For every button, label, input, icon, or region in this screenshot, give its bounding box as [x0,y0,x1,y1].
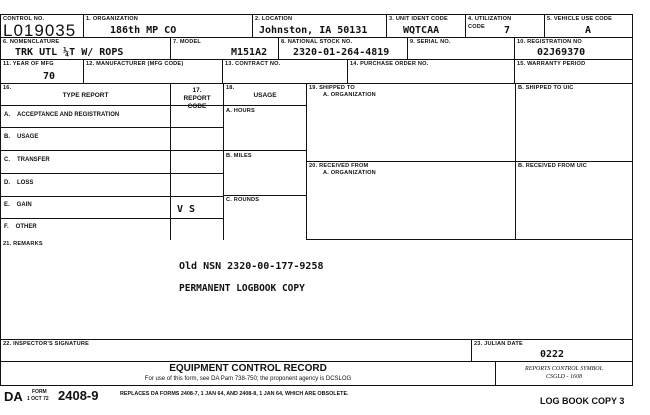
form-date: 1 OCT 72 [27,396,49,402]
organization-label: 1. ORGANIZATION [86,16,138,22]
utilization-cell [466,14,545,38]
rcs-cell [496,362,633,386]
location-label: 2. LOCATION [255,16,293,22]
form-title: EQUIPMENT CONTROL RECORD [169,363,327,374]
utilization-code-value: 7 [504,25,511,36]
shipped-to-cell [307,84,516,162]
type-report-header [0,84,171,106]
shipped-uic-cell [516,84,633,162]
type-report-row: B. USAGE [4,134,39,140]
report-code-header [171,84,224,110]
contract-cell [223,60,348,84]
nomenclature-value: TRK UTL ¼T W/ ROPS [15,47,124,58]
log-book-copy: LOG BOOK COPY 3 [540,396,625,406]
registration-cell [515,38,633,60]
nomenclature-cell [0,38,171,60]
purchase-order-label: 14. PURCHASE ORDER NO. [350,61,429,67]
serial-cell [408,38,515,60]
remarks-line-1: Old NSN 2320-00-177-9258 [179,261,324,272]
hours-label: A. HOURS [226,108,255,114]
rcs-line-1: REPORTS CONTROL SYMBOL [525,366,603,372]
location-value: Johnston, IA 50131 [259,25,368,36]
uic-cell [387,14,466,38]
year-mfg-cell [0,60,84,84]
form-word: FORM [32,389,47,395]
received-from-label: 20. RECEIVED FROM [309,163,369,169]
organization-cell [84,14,253,38]
row-divider [0,196,224,197]
usage-num: 18. [226,85,235,91]
inspector-signature-label: 22. INSPECTOR'S SIGNATURE [3,341,90,347]
form-id [2,387,132,407]
type-report-row: A. ACCEPTANCE AND REGISTRATION [4,112,120,118]
received-uic-cell [516,162,633,240]
model-value: M151A2 [231,47,268,58]
julian-date-value: 0222 [540,349,565,360]
remarks-line-2: PERMANENT LOGBOOK COPY [179,283,305,294]
serial-label: 9. SERIAL NO. [410,39,451,45]
type-report-row: E. GAIN [4,202,32,208]
replaces-note: REPLACES DA FORMS 2408-7, 1 JAN 64, AND 2408-8, 1 JAN 64, WHICH ARE OBSOLETE. [120,391,349,397]
model-cell [171,38,279,60]
warranty-cell [515,60,633,84]
uic-label: 3. UNIT IDENT CODE [389,16,448,22]
inspector-signature-cell [0,340,472,362]
vehicle-use-label: 5. VEHICLE USE CODE [547,16,613,22]
row-divider [0,173,224,174]
type-report-row: D. LOSS [4,180,34,186]
gain-report-code: V S [177,204,196,215]
row-divider [0,150,224,151]
type-report-num: 16. [3,85,12,91]
nsn-value: 2320-01-264-4819 [293,47,390,58]
received-from-cell [307,162,516,240]
rcs-line-2: CSGLD - 1608 [545,374,582,380]
nsn-label: 8. NATIONAL STOCK NO. [281,39,353,45]
model-label: 7. MODEL [173,39,202,45]
manufacturer-cell [84,60,223,84]
control-no-cell [0,14,84,38]
organization-value: 186th MP CO [110,25,177,36]
shipped-org-label: A. ORGANIZATION [323,92,376,98]
remarks-cell [0,240,633,340]
row-divider [0,218,224,219]
form-subtitle: For use of this form, see DA Pam 738-750; the proponent agency is DCSLOG [144,376,352,382]
manufacturer-label: 12. MANUFACTURER (MFG CODE) [86,61,184,67]
form-title-cell [0,362,496,386]
contract-label: 13. CONTRACT NO. [225,61,281,67]
usage-divider [224,195,307,196]
received-org-label: A. ORGANIZATION [323,170,376,176]
usage-column [224,106,307,240]
remarks-label: 21. REMARKS [3,241,43,247]
utilization-code-label: CODE [468,24,485,30]
form-da: DA [4,389,23,404]
form-number: 2408-9 [58,388,99,403]
miles-label: B. MILES [226,153,252,159]
nsn-cell [279,38,408,60]
row-divider [0,127,224,128]
received-uic-label: B. RECEIVED FROM UIC [518,163,587,169]
control-no-value: L019035 [3,21,77,40]
uic-value: WQTCAA [403,25,440,36]
utilization-label: 4. UTILIZATION [468,16,512,22]
warranty-label: 15. WARRANTY PERIOD [517,61,586,67]
purchase-order-cell [348,60,515,84]
shipped-uic-label: B. SHIPPED TO UIC [518,85,574,91]
report-code-label: 17. REPORT CODE [183,87,211,110]
julian-date-cell [472,340,633,362]
shipped-to-label: 19. SHIPPED TO [309,85,355,91]
vehicle-use-cell [545,14,633,38]
registration-value: 02J69370 [537,47,586,58]
nomenclature-label: 6. NOMENCLATURE [3,39,60,45]
registration-label: 10. REGISTRATION NO [517,39,582,45]
usage-header [224,84,307,106]
control-no-label: CONTROL NO. [3,16,45,22]
year-mfg-value: 70 [43,71,56,82]
location-cell [253,14,387,38]
rounds-label: C. ROUNDS [226,197,260,203]
usage-divider [224,150,307,151]
type-report-row: C. TRANSFER [4,157,50,163]
year-mfg-label: 11. YEAR OF MFG [3,61,54,67]
type-report-label: TYPE REPORT [62,92,109,99]
type-report-row: F. OTHER [4,224,37,230]
vehicle-use-value: A [585,25,592,36]
usage-label: USAGE [253,92,277,99]
julian-date-label: 23. JULIAN DATE [474,341,523,347]
